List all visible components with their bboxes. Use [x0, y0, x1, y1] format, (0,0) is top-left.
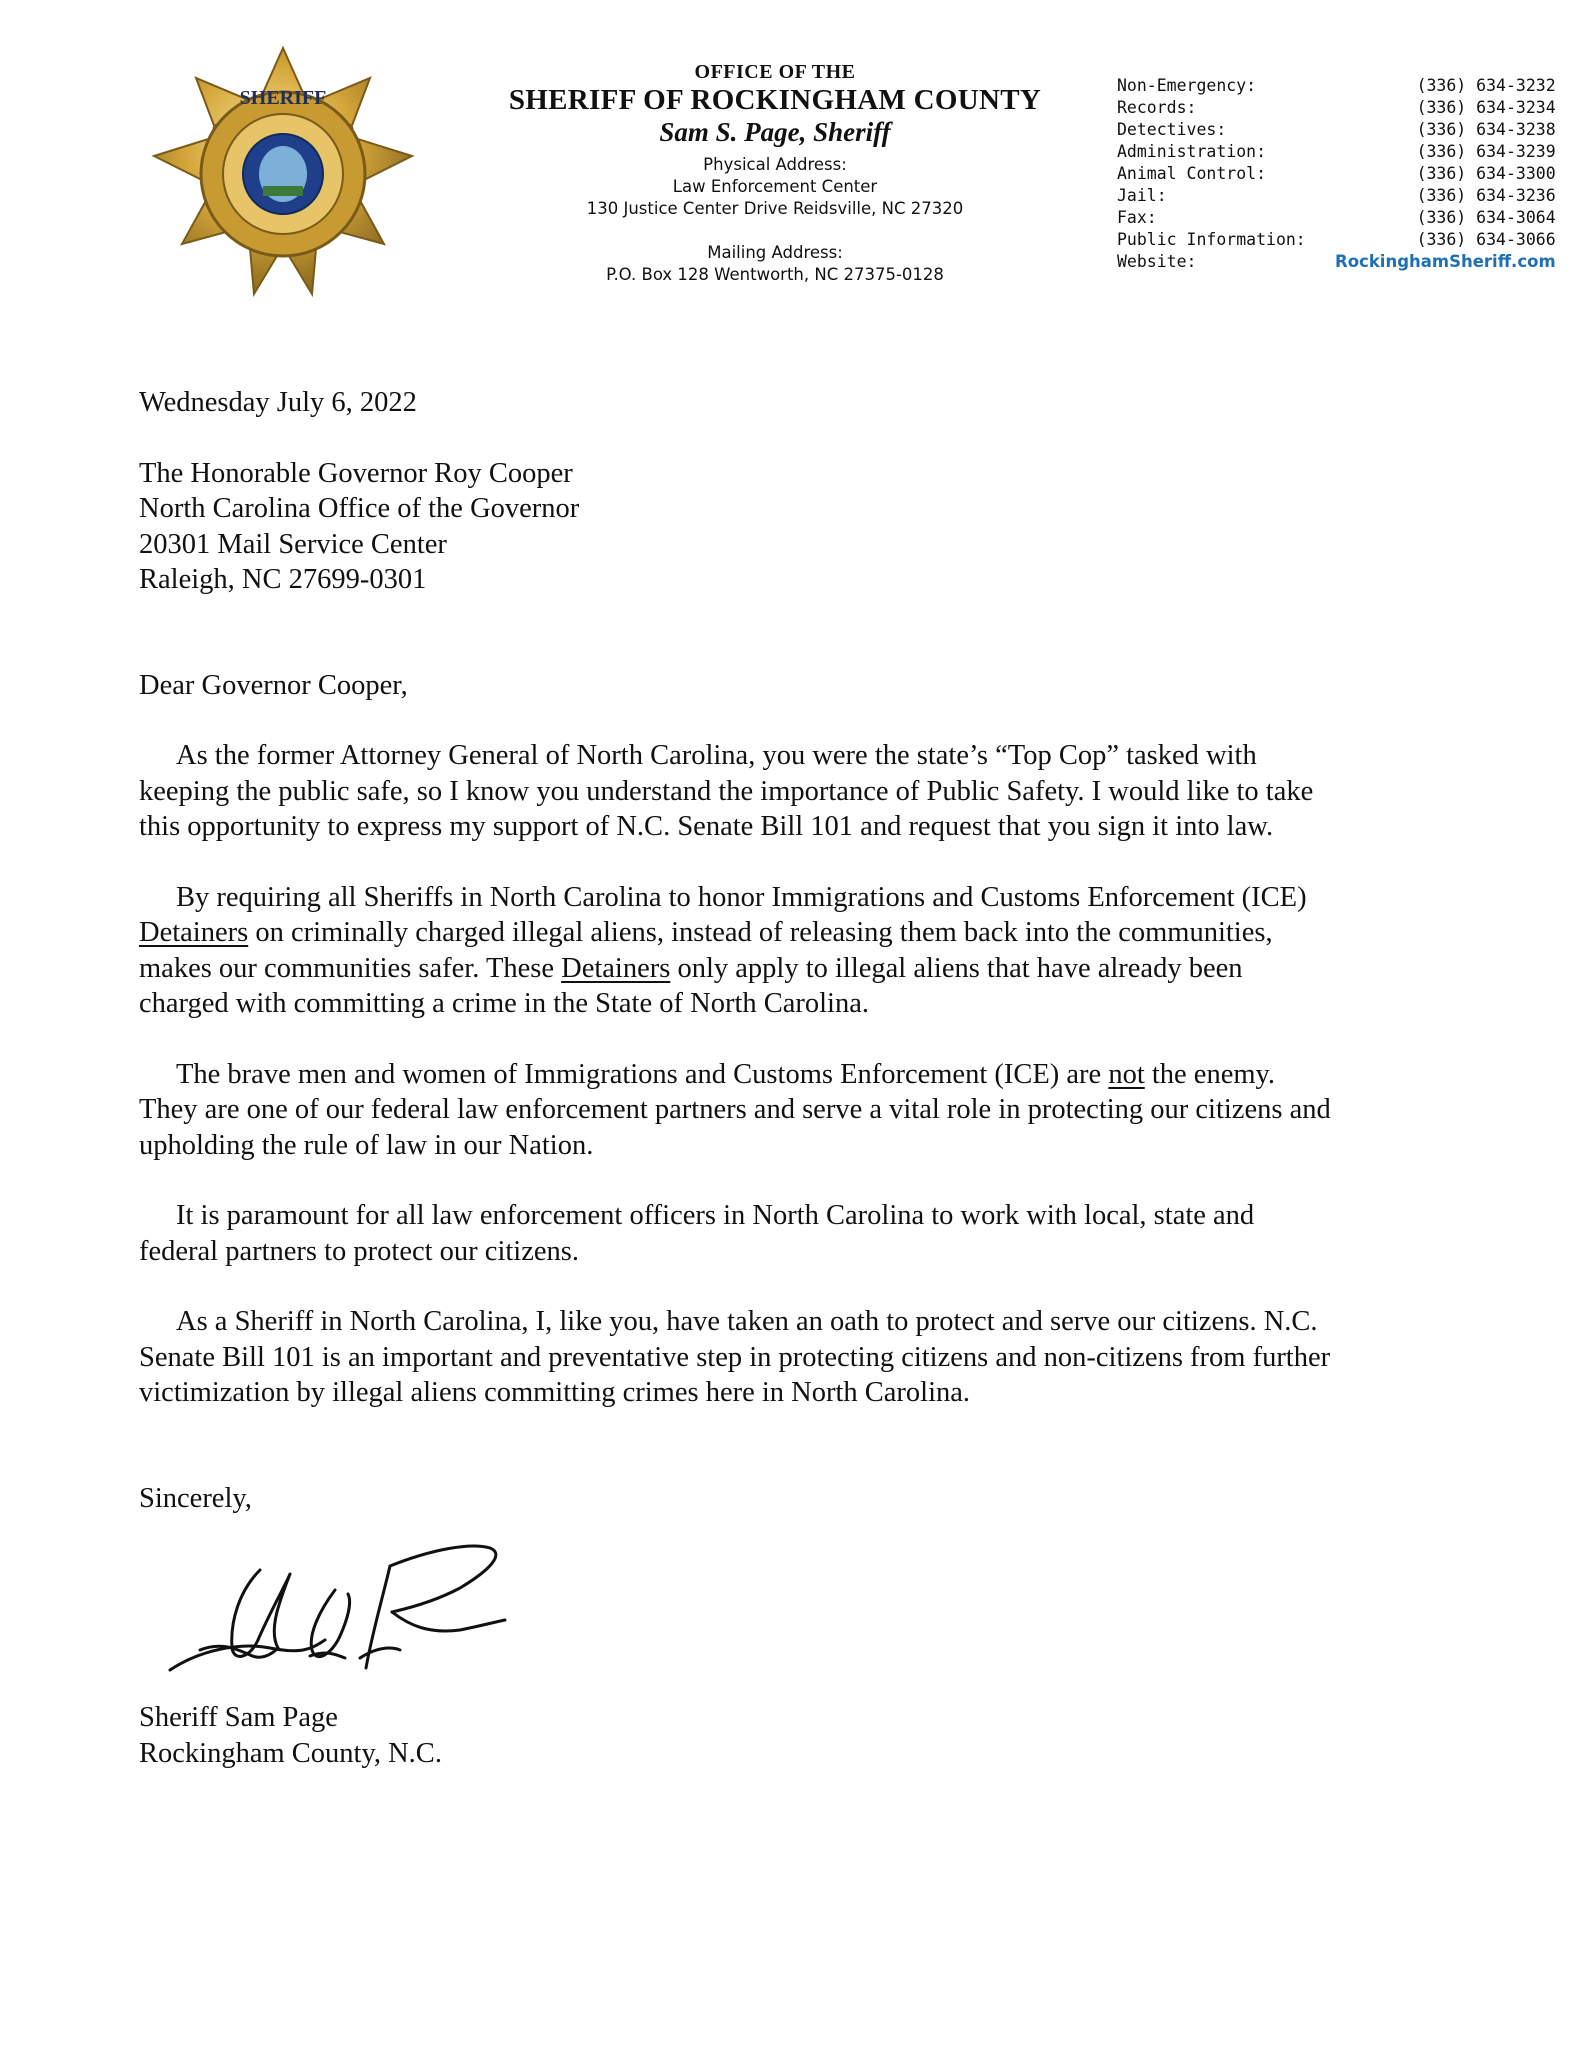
paragraph-5-line: victimization by illegal aliens committing crimes here in North Carolina. — [139, 1377, 971, 1408]
paragraph-3-line: upholding the rule of law in our Nation. — [139, 1129, 594, 1161]
contact-value: (336) 634-3300 — [1416, 164, 1556, 183]
paragraph-2-text: on criminally charged illegal aliens, instead of releasing them back into the communities, — [248, 917, 1273, 948]
signer-name: Sheriff Sam Page — [139, 1702, 338, 1733]
recipient-line: Raleigh, NC 27699-0301 — [139, 564, 427, 595]
paragraph-4-line: federal partners to protect our citizens. — [139, 1235, 579, 1267]
physical-address-line2: 130 Justice Center Drive Reidsville, NC 27320 — [586, 199, 964, 218]
contact-label: Jail: — [1117, 186, 1167, 205]
contact-row — [1117, 97, 1556, 119]
website-link[interactable]: RockinghamSheriff.com — [1335, 252, 1556, 271]
contact-value: (336) 634-3232 — [1416, 76, 1556, 95]
contact-label: Animal Control: — [1117, 164, 1267, 183]
contact-row — [1117, 119, 1556, 141]
sheriff-star-badge-icon — [148, 44, 418, 302]
contact-label: Public Information: — [1117, 230, 1306, 249]
paragraph-2-line — [139, 915, 1449, 951]
paragraph-3-text: The brave men and women of Immigrations and Customs Enforcement (ICE) are — [176, 1058, 1109, 1090]
contact-value: (336) 634-3238 — [1416, 120, 1556, 139]
contact-row — [1117, 207, 1556, 229]
physical-address-line1: Law Enforcement Center — [672, 177, 878, 196]
paragraph-2-text: only apply to illegal aliens that have already been — [670, 952, 1243, 984]
office-name: SHERIFF OF ROCKINGHAM COUNTY — [508, 84, 1042, 116]
contact-label: Detectives: — [1117, 120, 1227, 139]
paragraph-3-line: They are one of our federal law enforcement partners and serve a vital role in protecting our citizens and — [139, 1094, 1331, 1125]
contact-row — [1117, 163, 1556, 185]
contact-value: (336) 634-3234 — [1416, 98, 1556, 117]
letter-body — [139, 385, 1449, 1516]
handwritten-signature-icon — [160, 1530, 510, 1680]
paragraph-4-line: It is paramount for all law enforcement officers in North Carolina to work with local, state and — [176, 1200, 1255, 1231]
physical-address-label: Physical Address: — [703, 155, 847, 174]
mailing-address-label: Mailing Address: — [707, 243, 843, 262]
paragraph-2-text: makes our communities safer. These — [139, 952, 562, 984]
contact-value: (336) 634-3064 — [1416, 208, 1556, 227]
contact-value: (336) 634-3066 — [1416, 230, 1556, 249]
contact-label: Non-Emergency: — [1117, 76, 1257, 95]
mailing-address-line1: P.O. Box 128 Wentworth, NC 27375-0128 — [606, 265, 944, 284]
contact-row — [1117, 251, 1556, 273]
contact-label: Records: — [1117, 98, 1197, 117]
contact-label: Administration: — [1117, 142, 1267, 161]
paragraph-3-line — [139, 1057, 1449, 1093]
salutation: Dear Governor Cooper, — [139, 669, 408, 701]
recipient-line: North Carolina Office of the Governor — [139, 493, 580, 524]
paragraph-1-line: this opportunity to express my support of N.C. Senate Bill 101 and request that you sign it into law. — [139, 811, 1274, 842]
paragraph-1-line: As the former Attorney General of North Carolina, you were the state’s “Top Cop” tasked with — [176, 740, 1257, 771]
contact-row — [1117, 75, 1556, 97]
underlined-not: not — [1108, 1058, 1145, 1090]
paragraph-5-line: As a Sheriff in North Carolina, I, like you, have taken an oath to protect and serve our citizens. N.C. — [176, 1306, 1318, 1337]
office-of-label: OFFICE OF THE — [694, 61, 856, 83]
signature-block — [139, 1700, 442, 1771]
paragraph-2-line: By requiring all Sheriffs in North Carolina to honor Immigrations and Customs Enforcement (ICE) — [176, 881, 1307, 913]
paragraph-2-line — [139, 951, 1449, 987]
contact-value: (336) 634-3239 — [1416, 142, 1556, 161]
closing: Sincerely, — [139, 1482, 252, 1514]
underlined-detainers: Detainers — [139, 917, 249, 948]
recipient-line: 20301 Mail Service Center — [139, 528, 447, 560]
website-label: Website: — [1117, 252, 1197, 271]
svg-text:SHERIFF: SHERIFF — [239, 87, 327, 109]
contact-list — [1117, 75, 1556, 273]
sheriff-name: Sam S. Page, Sheriff — [659, 117, 891, 147]
paragraph-3-text: the enemy. — [1144, 1058, 1276, 1090]
paragraph-5-line: Senate Bill 101 is an important and preventative step in protecting citizens and non-citizens from further — [139, 1341, 1331, 1373]
contact-row — [1117, 141, 1556, 163]
paragraph-2-line: charged with committing a crime in the State of North Carolina. — [139, 988, 869, 1019]
underlined-detainers: Detainers — [561, 952, 671, 984]
contact-label: Fax: — [1117, 208, 1157, 227]
contact-value: (336) 634-3236 — [1416, 186, 1556, 205]
contact-row — [1117, 185, 1556, 207]
paragraph-1-line: keeping the public safe, so I know you understand the importance of Public Safety. I would like to take — [139, 775, 1314, 807]
recipient-line: The Honorable Governor Roy Cooper — [139, 457, 573, 489]
letter-date: Wednesday July 6, 2022 — [139, 387, 417, 418]
contact-row — [1117, 229, 1556, 251]
signer-title: Rockingham County, N.C. — [139, 1737, 442, 1769]
office-header — [490, 60, 1060, 286]
